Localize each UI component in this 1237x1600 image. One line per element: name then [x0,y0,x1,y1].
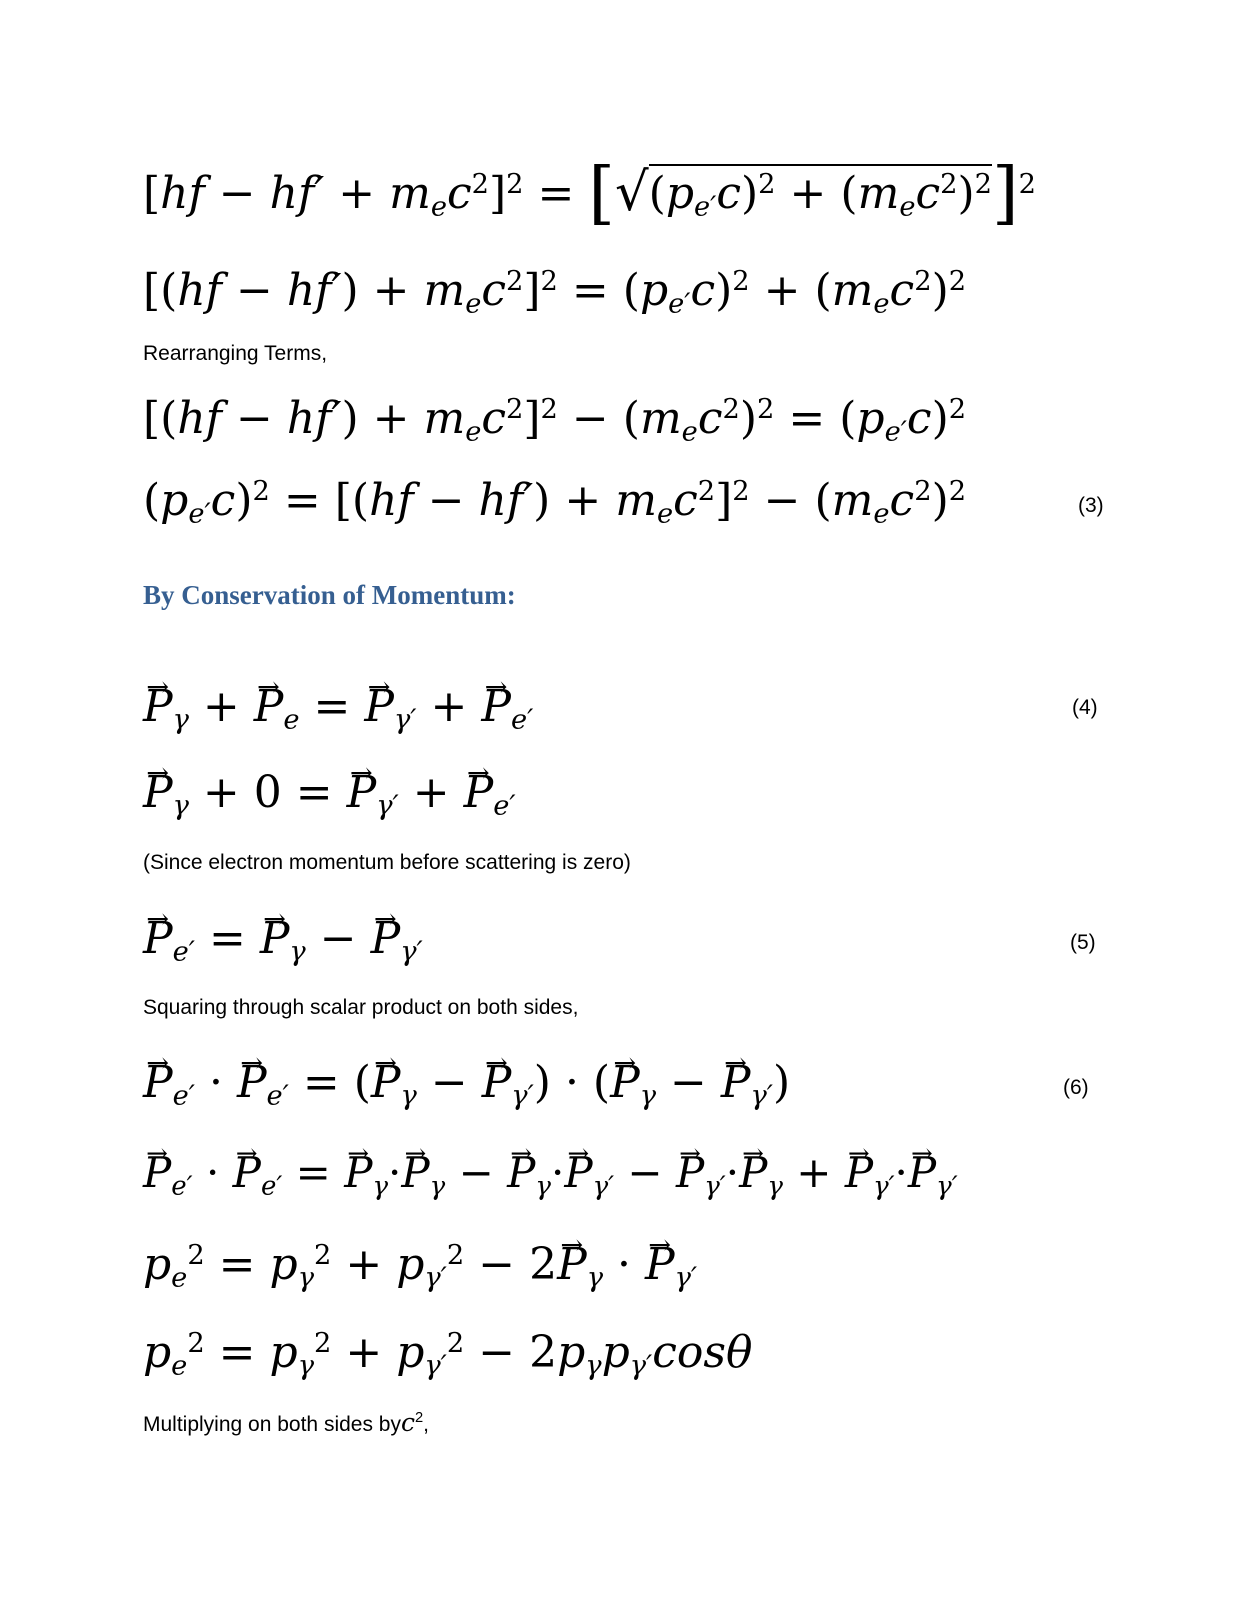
equation-3: $[(hf - hf') + m_ec^2]^2 - (m_ec^2)^2 = (p_{e'}c)^2$ [143,393,967,448]
equation-8: → $P_{e'}$ · → $P_{e'}$ = (→ $P_\gamma$ − → $P_{\gamma'}$) · (→ $P_\gamma$ − → $P_{\gamma'}$) [143,1048,790,1118]
equation-9: → $P_{e'}$ · → $P_{e'}$ = → $P_\gamma\cdot\to P_\gamma$ − → $P_\gamma\cdot\to P_{\gamma'}$ − → $P_{\gamma'}\cdot\to P_\gamma$ + → $P_{\gamma'}\cdot\to P_{\gamma'}$ [143,1138,958,1208]
multiplying-prefix: Multiplying on both sides by [143,1413,401,1436]
equation-11: $p_e^2 = p_\gamma^2 + p_{\gamma'}^2 - 2p_\gamma p_{\gamma'}\cos\theta$ [143,1327,753,1382]
multiplying-math: c [400,1408,415,1437]
squaring-text: Squaring through scalar product on both sides, [143,996,579,1019]
equation-6: → $P_\gamma + 0$ = → $P_{\gamma'}$ + → $P_{e'}$ [143,758,516,828]
equation-10: $p_e^2 = p_\gamma^2 + p_{\gamma'}^2 - 2\to P_\gamma$ · → $P_{\gamma'}$ [143,1230,697,1300]
rearranging-text: Rearranging Terms, [143,342,328,365]
equation-1: $[hf - hf' + m_ec^2]^2 = [√(p_{e'}c)^2 + (m_ec^2)^2]^2$ [143,154,1036,234]
multiplying-text [143,1410,429,1438]
multiplying-exponent: 2 [415,1410,424,1427]
since-text: (Since electron momentum before scattering is zero) [143,851,631,874]
multiplying-suffix: , [423,1413,430,1436]
equation-7: → $P_{e'}$ = → $P_\gamma$ − → $P_{\gamma'}$ [143,904,423,974]
equation-4: $(p_{e'}c)^2 = [(hf - hf') + m_ec^2]^2 - (m_ec^2)^2$ [143,475,967,530]
section-heading: By Conservation of Momentum: [143,580,516,610]
equation-number-4: (4) [1072,696,1098,719]
equation-5: → $P_\gamma$ + → $P_e$ = → $P_{\gamma'}$ + → $P_{e'}$ [143,672,533,742]
equation-number-5: (5) [1070,931,1096,954]
equation-number-6: (6) [1063,1076,1089,1099]
equation-2: $[(hf - hf') + m_ec^2]^2 = (p_{e'}c)^2 + (m_ec^2)^2$ [143,265,967,320]
equation-number-3: (3) [1078,494,1104,517]
